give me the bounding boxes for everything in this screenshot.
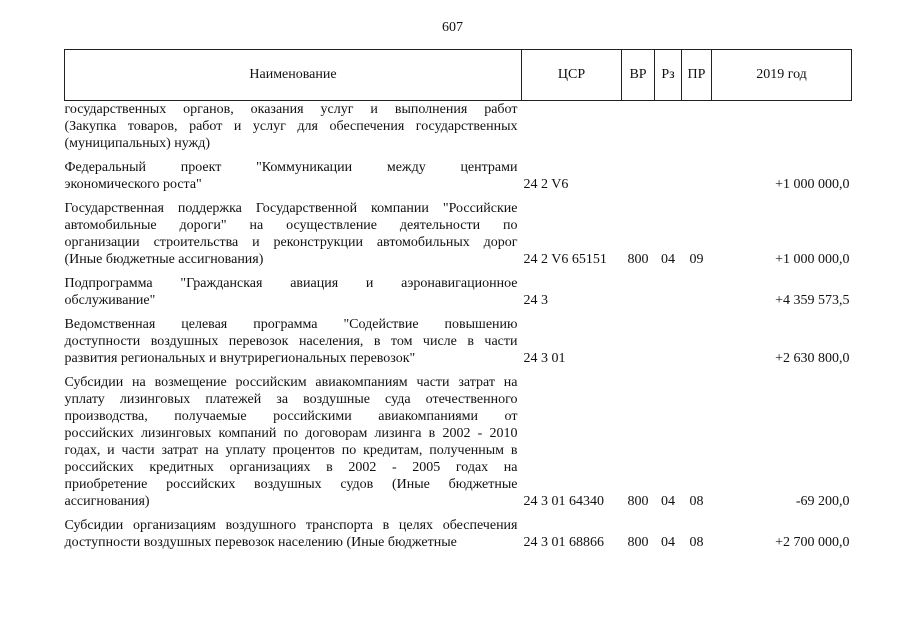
row-amount: +2 630 800,0 <box>775 351 850 366</box>
table-row <box>65 159 852 200</box>
name-line: годах, и части затрат на уплату процентов по кредитам, полученным в <box>64 443 518 458</box>
row-vr <box>622 316 655 374</box>
name-line: Ведомственная целевая программа "Содействие повышению <box>64 317 518 332</box>
table-header-row <box>65 50 852 101</box>
row-name <box>65 101 522 160</box>
row-vr: 800 <box>627 535 649 550</box>
row-name <box>65 517 522 558</box>
row-csr: 24 2 V6 65151 <box>523 252 607 267</box>
budget-table <box>64 49 852 558</box>
header-year: 2019 год <box>712 50 852 101</box>
row-rz <box>655 275 682 316</box>
row-pr: 08 <box>689 535 704 550</box>
row-amount: +2 700 000,0 <box>775 535 850 550</box>
name-line: Федеральный проект "Коммуникации между центрами <box>64 160 518 175</box>
row-pr <box>682 101 712 160</box>
row-csr: 24 3 01 64340 <box>523 494 604 509</box>
header-pr: ПР <box>682 50 712 101</box>
name-line: экономического роста" <box>64 177 202 192</box>
page-number: 607 <box>442 20 463 35</box>
header-name: Наименование <box>65 50 522 101</box>
row-amount <box>712 101 852 160</box>
name-line: уплату лизинговых платежей за воздушные суда отечественного <box>64 392 518 407</box>
name-line: обслуживание" <box>64 293 156 308</box>
name-line: российских кредитных организациях в 2002 - 2005 годах на <box>64 460 518 475</box>
row-name <box>65 200 522 275</box>
header-vr: ВР <box>622 50 655 101</box>
row-vr <box>622 101 655 160</box>
row-amount: +1 000 000,0 <box>775 252 850 267</box>
row-name <box>65 275 522 316</box>
name-line: Субсидии на возмещение российским авиакомпаниям части затрат на <box>64 375 518 390</box>
row-vr: 800 <box>627 252 649 267</box>
name-line: доступности воздушных перевозок населения, в том числе в части <box>64 334 518 349</box>
row-csr: 24 2 V6 <box>523 177 569 192</box>
row-amount: +1 000 000,0 <box>775 177 850 192</box>
name-line: государственных органов, оказания услуг и выполнения работ <box>64 102 518 117</box>
row-pr <box>682 159 712 200</box>
name-line: российских лизинговых компаний по договорам лизинга в 2002 - 2010 <box>64 426 518 441</box>
row-rz: 04 <box>661 494 675 509</box>
name-line: производства, получаемые российскими авиакомпаниями от <box>64 409 518 424</box>
name-line: приобретение российских воздушных судов (Иные бюджетные <box>64 477 518 492</box>
name-line: (Иные бюджетные ассигнования) <box>64 252 264 267</box>
name-line: организации строительства и реконструкции автомобильных дорог <box>64 235 518 250</box>
table-row <box>65 101 852 160</box>
row-rz: 04 <box>661 535 675 550</box>
row-name <box>65 159 522 200</box>
row-rz <box>655 316 682 374</box>
name-line: Государственная поддержка Государственной компании "Российские <box>64 201 518 216</box>
row-csr: 24 3 01 <box>523 351 566 366</box>
table-row <box>65 200 852 275</box>
row-pr: 08 <box>689 494 704 509</box>
row-vr <box>622 275 655 316</box>
row-csr <box>522 101 622 160</box>
row-rz <box>655 159 682 200</box>
table-row <box>65 316 852 374</box>
row-vr: 800 <box>627 494 649 509</box>
row-name <box>65 374 522 517</box>
table-body <box>65 101 852 559</box>
header-csr: ЦСР <box>522 50 622 101</box>
name-line: автомобильные дороги" на осуществление деятельности по <box>64 218 518 233</box>
row-amount: -69 200,0 <box>795 494 850 509</box>
name-line: Субсидии организациям воздушного транспорта в целях обеспечения <box>64 518 518 533</box>
row-rz <box>655 101 682 160</box>
name-line: развития региональных и внутрирегиональных перевозок" <box>64 351 416 366</box>
row-csr: 24 3 <box>523 293 548 308</box>
name-line: доступности воздушных перевозок населению (Иные бюджетные <box>64 535 457 550</box>
row-pr <box>682 316 712 374</box>
table-row <box>65 374 852 517</box>
row-csr: 24 3 01 68866 <box>523 535 604 550</box>
row-pr <box>682 275 712 316</box>
row-vr <box>622 159 655 200</box>
table-row <box>65 517 852 558</box>
row-amount: +4 359 573,5 <box>775 293 850 308</box>
name-line: Подпрограмма "Гражданская авиация и аэронавигационное <box>64 276 518 291</box>
row-name <box>65 316 522 374</box>
table-row <box>65 275 852 316</box>
name-line: ассигнования) <box>64 494 150 509</box>
header-rz: Рз <box>655 50 682 101</box>
row-pr: 09 <box>689 252 704 267</box>
row-rz: 04 <box>661 252 675 267</box>
name-line: (муниципальных) нужд) <box>64 136 211 151</box>
name-line: (Закупка товаров, работ и услуг для обеспечения государственных <box>64 119 518 134</box>
